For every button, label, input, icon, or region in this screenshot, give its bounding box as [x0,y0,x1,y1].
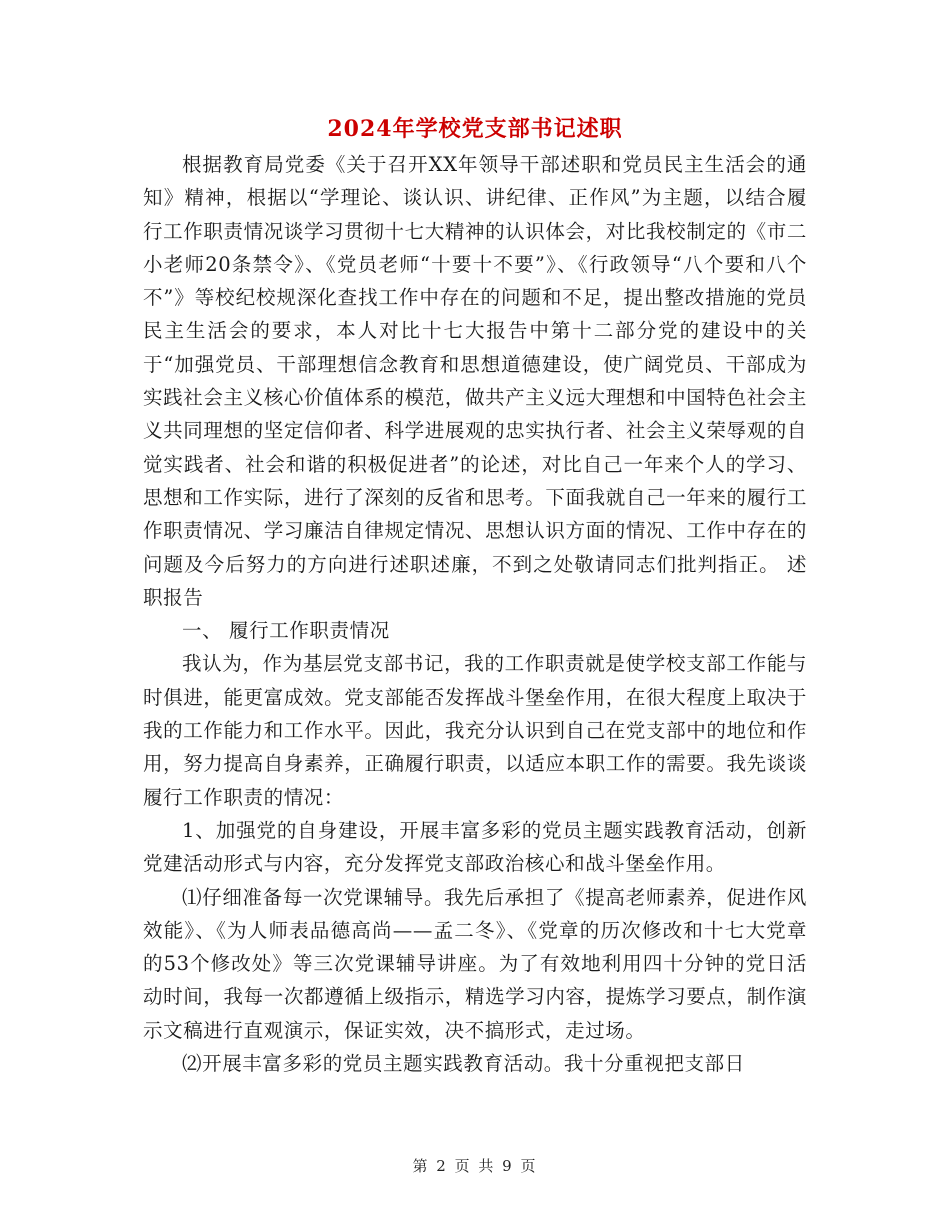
section-heading-duties: 一、 履行工作职责情况 [182,619,390,643]
document-title: 2024年学校党支部书记述职 [327,116,623,142]
paragraph-item-1: 1、加强党的自身建设，开展丰富多彩的党员主题实践教育活动，创新党建活动形式与内容，充分发挥党支部政治核心和战斗堡垒作用。 [143,818,807,876]
document-body [143,148,807,1080]
paragraph-duties: 我认为，作为基层党支部书记，我的工作职责就是使学校支部工作能与时俱进，能更富成效。党支部能否发挥战斗堡垒作用，在很大程度上取决于我的工作能力和工作水平。因此，我充分认识到自己在党支部中的地位和作用，努力提高自身素养，正确履行职责，以适应本职工作的需要。我先谈谈履行工作职责的情况： [143,652,807,809]
page-number-footer: 第 2 页 共 9 页 [412,1157,538,1175]
paragraph-subitem-2: ⑵开展丰富多彩的党员主题实践教育活动。我十分重视把支部日 [182,1052,745,1076]
paragraph-intro: 根据教育局党委《关于召开XX年领导干部述职和党员民主生活会的通知》精神，根据以“学理论、谈认识、讲纪律、正作风”为主题，以结合履行工作职责情况谈学习贯彻十七大精神的认识体会，对比我校制定的《市二小老师20条禁令》、《党员老师“十要十不要”》、《行政领导“八个要和八个不”》等校纪校规深化查找工作中存在的问题和不足，提出整改措施的党员民主生活会的要求，本人对比十七大报告中第十二部分党的建设中的关于“加强党员、干部理想信念教育和思想道德建设，使广阔党员、干部成为实践社会主义核心价值体系的模范，做共产主义远大理想和中国特色社会主义共同理想的坚定信仰者、科学进展观的忠实执行者、社会主义荣辱观的自觉实践者、社会和谐的积极促进者”的论述，对比自己一年来个人的学习、思想和工作实际，进行了深刻的反省和思考。下面我就自己一年来的履行工作职责情况、学习廉洁自律规定情况、思想认识方面的情况、工作中存在的问题及今后努力的方向进行述职述廉，不到之处敬请同志们批判指正。 述职报告 [143,153,807,609]
paragraph-subitem-1: ⑴仔细准备每一次党课辅导。我先后承担了《提高老师素养，促进作风效能》、《为人师表品德高尚——孟二冬》、《党章的历次修改和十七大党章的53个修改处》等三次党课辅导讲座。为了有效地利用四十分钟的党日活动时间，我每一次都遵循上级指示，精选学习内容，提炼学习要点，制作演示文稿进行直观演示，保证实效，决不搞形式，走过场。 [143,885,807,1042]
